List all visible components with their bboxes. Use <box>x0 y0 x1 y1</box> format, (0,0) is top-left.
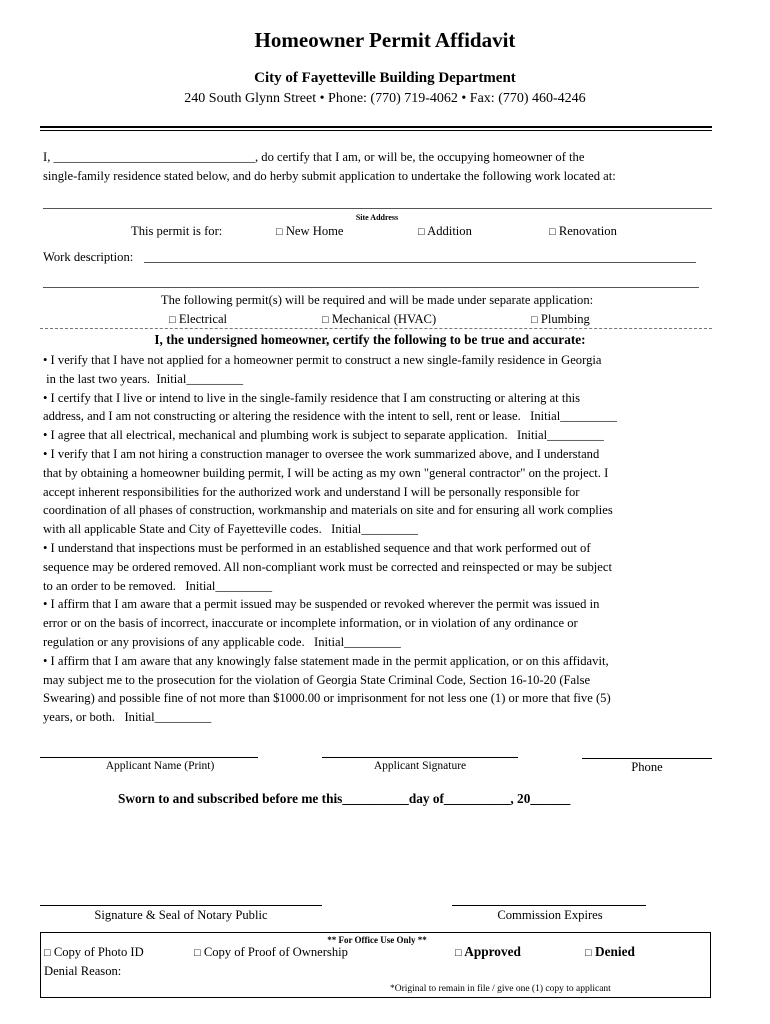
statement-line: to an order to be removed. Initial_________ <box>43 578 273 593</box>
intro-line-2: single-family residence stated below, and do herby submit application to undertake the following work located at: <box>43 169 616 183</box>
statement-line: • I affirm that I am aware that a permit issued may be suspended or revoked wherever the permit was issued in <box>43 597 600 612</box>
mechanical-option[interactable] <box>322 310 436 330</box>
applicant-signature-label: Applicant Signature <box>373 760 467 772</box>
denial-reason-label: Denial Reason: <box>44 964 122 978</box>
work-description-label: Work description: <box>43 250 134 264</box>
checkbox-icon[interactable]: □ <box>531 314 538 326</box>
statement-line: • I certify that I live or intend to live in the single-family residence that I am constructing or altering at this <box>43 390 581 405</box>
applicant-name-label: Applicant Name (Print) <box>105 760 215 772</box>
statement-line: • I verify that I am not hiring a construction manager to oversee the work summarized above, and I understand <box>43 446 600 461</box>
option-label: New Home <box>285 224 344 238</box>
option-label: Approved <box>464 944 521 959</box>
statement-line: regulation or any provisions of any applicable code. Initial_________ <box>43 634 401 649</box>
intro-line-1: I, ________________________________, do certify that I am, or will be, the occupying homeowner of the <box>43 150 585 164</box>
office-use-heading: ** For Office Use Only ** <box>327 935 427 945</box>
option-label: Plumbing <box>540 312 590 326</box>
header-rule-thin <box>40 130 712 131</box>
statement-line: • I understand that inspections must be performed in an established sequence and that work performed out of <box>43 540 591 555</box>
commission-expires-label: Commission Expires <box>497 908 603 922</box>
option-label: Addition <box>427 224 472 238</box>
statement-line: address, and I am not constructing or altering the residence with the intent to sell, rent or lease. Initial_________ <box>43 409 617 424</box>
denied-option[interactable] <box>585 943 635 963</box>
statement-line: sequence may be ordered removed. All non-compliant work must be corrected and reinspected or may be subject <box>43 559 612 574</box>
work-description-field[interactable] <box>144 262 696 263</box>
option-label: Electrical <box>178 312 228 326</box>
section-divider <box>40 328 712 329</box>
statement-line: coordination of all phases of construction, workmanship and materials on site and for ensuring all work complies <box>43 503 613 518</box>
option-label: Renovation <box>558 224 617 238</box>
checkbox-icon[interactable]: □ <box>276 226 283 238</box>
statement-line: in the last two years. Initial_________ <box>43 371 244 386</box>
electrical-option[interactable] <box>169 310 227 330</box>
statement-line: may subject me to the prosecution for the violation of Georgia State Criminal Code, Section 16-10-20 (False <box>43 672 591 687</box>
document-title: Homeowner Permit Affidavit <box>254 28 516 52</box>
checkbox-icon[interactable]: □ <box>169 314 176 326</box>
department-name: City of Fayetteville Building Department <box>254 70 516 86</box>
statement-line: • I agree that all electrical, mechanical and plumbing work is subject to separate application. Initial_________ <box>43 428 604 443</box>
statement-line: accept inherent responsibilities for the authorized work and understand I will be personally responsible for <box>43 484 580 499</box>
permit-new-home-option[interactable] <box>276 222 344 242</box>
notary-signature-field[interactable] <box>40 905 322 906</box>
checkbox-icon[interactable]: □ <box>194 947 201 959</box>
option-label: Copy of Photo ID <box>53 945 144 959</box>
header-rule-thick <box>40 126 712 128</box>
applicant-signature-field[interactable] <box>322 757 518 758</box>
office-footnote: *Original to remain in file / give one (1) copy to applicant <box>390 984 611 994</box>
department-address: 240 South Glynn Street • Phone: (770) 719-4062 • Fax: (770) 460-4246 <box>184 91 586 106</box>
permit-for-label: This permit is for: <box>131 224 223 238</box>
checkbox-icon[interactable]: □ <box>418 226 425 238</box>
option-label: Mechanical (HVAC) <box>331 312 437 326</box>
phone-label: Phone <box>631 760 663 774</box>
separate-permits-text: The following permit(s) will be required and will be made under separate application: <box>160 293 594 307</box>
site-address-label: Site Address <box>355 213 399 222</box>
permit-renovation-option[interactable] <box>549 222 617 242</box>
checkbox-icon[interactable]: □ <box>455 947 462 959</box>
permit-addition-option[interactable] <box>418 222 472 242</box>
statements-block <box>43 351 617 727</box>
checkbox-icon[interactable]: □ <box>549 226 556 238</box>
checkbox-icon[interactable]: □ <box>44 947 51 959</box>
work-description-field-2[interactable] <box>43 287 699 288</box>
proof-ownership-option[interactable] <box>194 943 348 963</box>
statement-line: years, or both. Initial_________ <box>43 710 212 725</box>
plumbing-option[interactable] <box>531 310 590 330</box>
option-label: Copy of Proof of Ownership <box>203 945 348 959</box>
notary-signature-label: Signature & Seal of Notary Public <box>94 908 268 922</box>
phone-field[interactable] <box>582 758 712 759</box>
statement-line: that by obtaining a homeowner building permit, I will be acting as my own "general contractor" on the project. I <box>43 465 609 480</box>
checkbox-icon[interactable]: □ <box>322 314 329 326</box>
statement-line: error or on the basis of incorrect, inaccurate or incomplete information, or in violation of any ordinance or <box>43 616 578 631</box>
approved-option[interactable] <box>455 943 521 963</box>
sworn-statement: Sworn to and subscribed before me this__________day of__________, 20______ <box>118 791 571 806</box>
statement-line: with all applicable State and City of Fayetteville codes. Initial_________ <box>43 522 418 537</box>
commission-expires-field[interactable] <box>452 905 646 906</box>
certify-heading: I, the undersigned homeowner, certify the following to be true and accurate: <box>154 332 586 347</box>
statement-line: Swearing) and possible fine of not more than $1000.00 or imprisonment for not less one (1) or more that five (5) <box>43 691 611 706</box>
photo-id-option[interactable] <box>44 943 144 963</box>
applicant-name-field[interactable] <box>40 757 258 758</box>
statement-line: • I affirm that I am aware that any knowingly false statement made in the permit application, or on this affidavit, <box>43 653 609 668</box>
site-address-line[interactable] <box>43 208 712 209</box>
checkbox-icon[interactable]: □ <box>585 947 592 959</box>
option-label: Denied <box>594 944 635 959</box>
statement-line: • I verify that I have not applied for a homeowner permit to construct a new single-family residence in Georgia <box>43 353 602 367</box>
